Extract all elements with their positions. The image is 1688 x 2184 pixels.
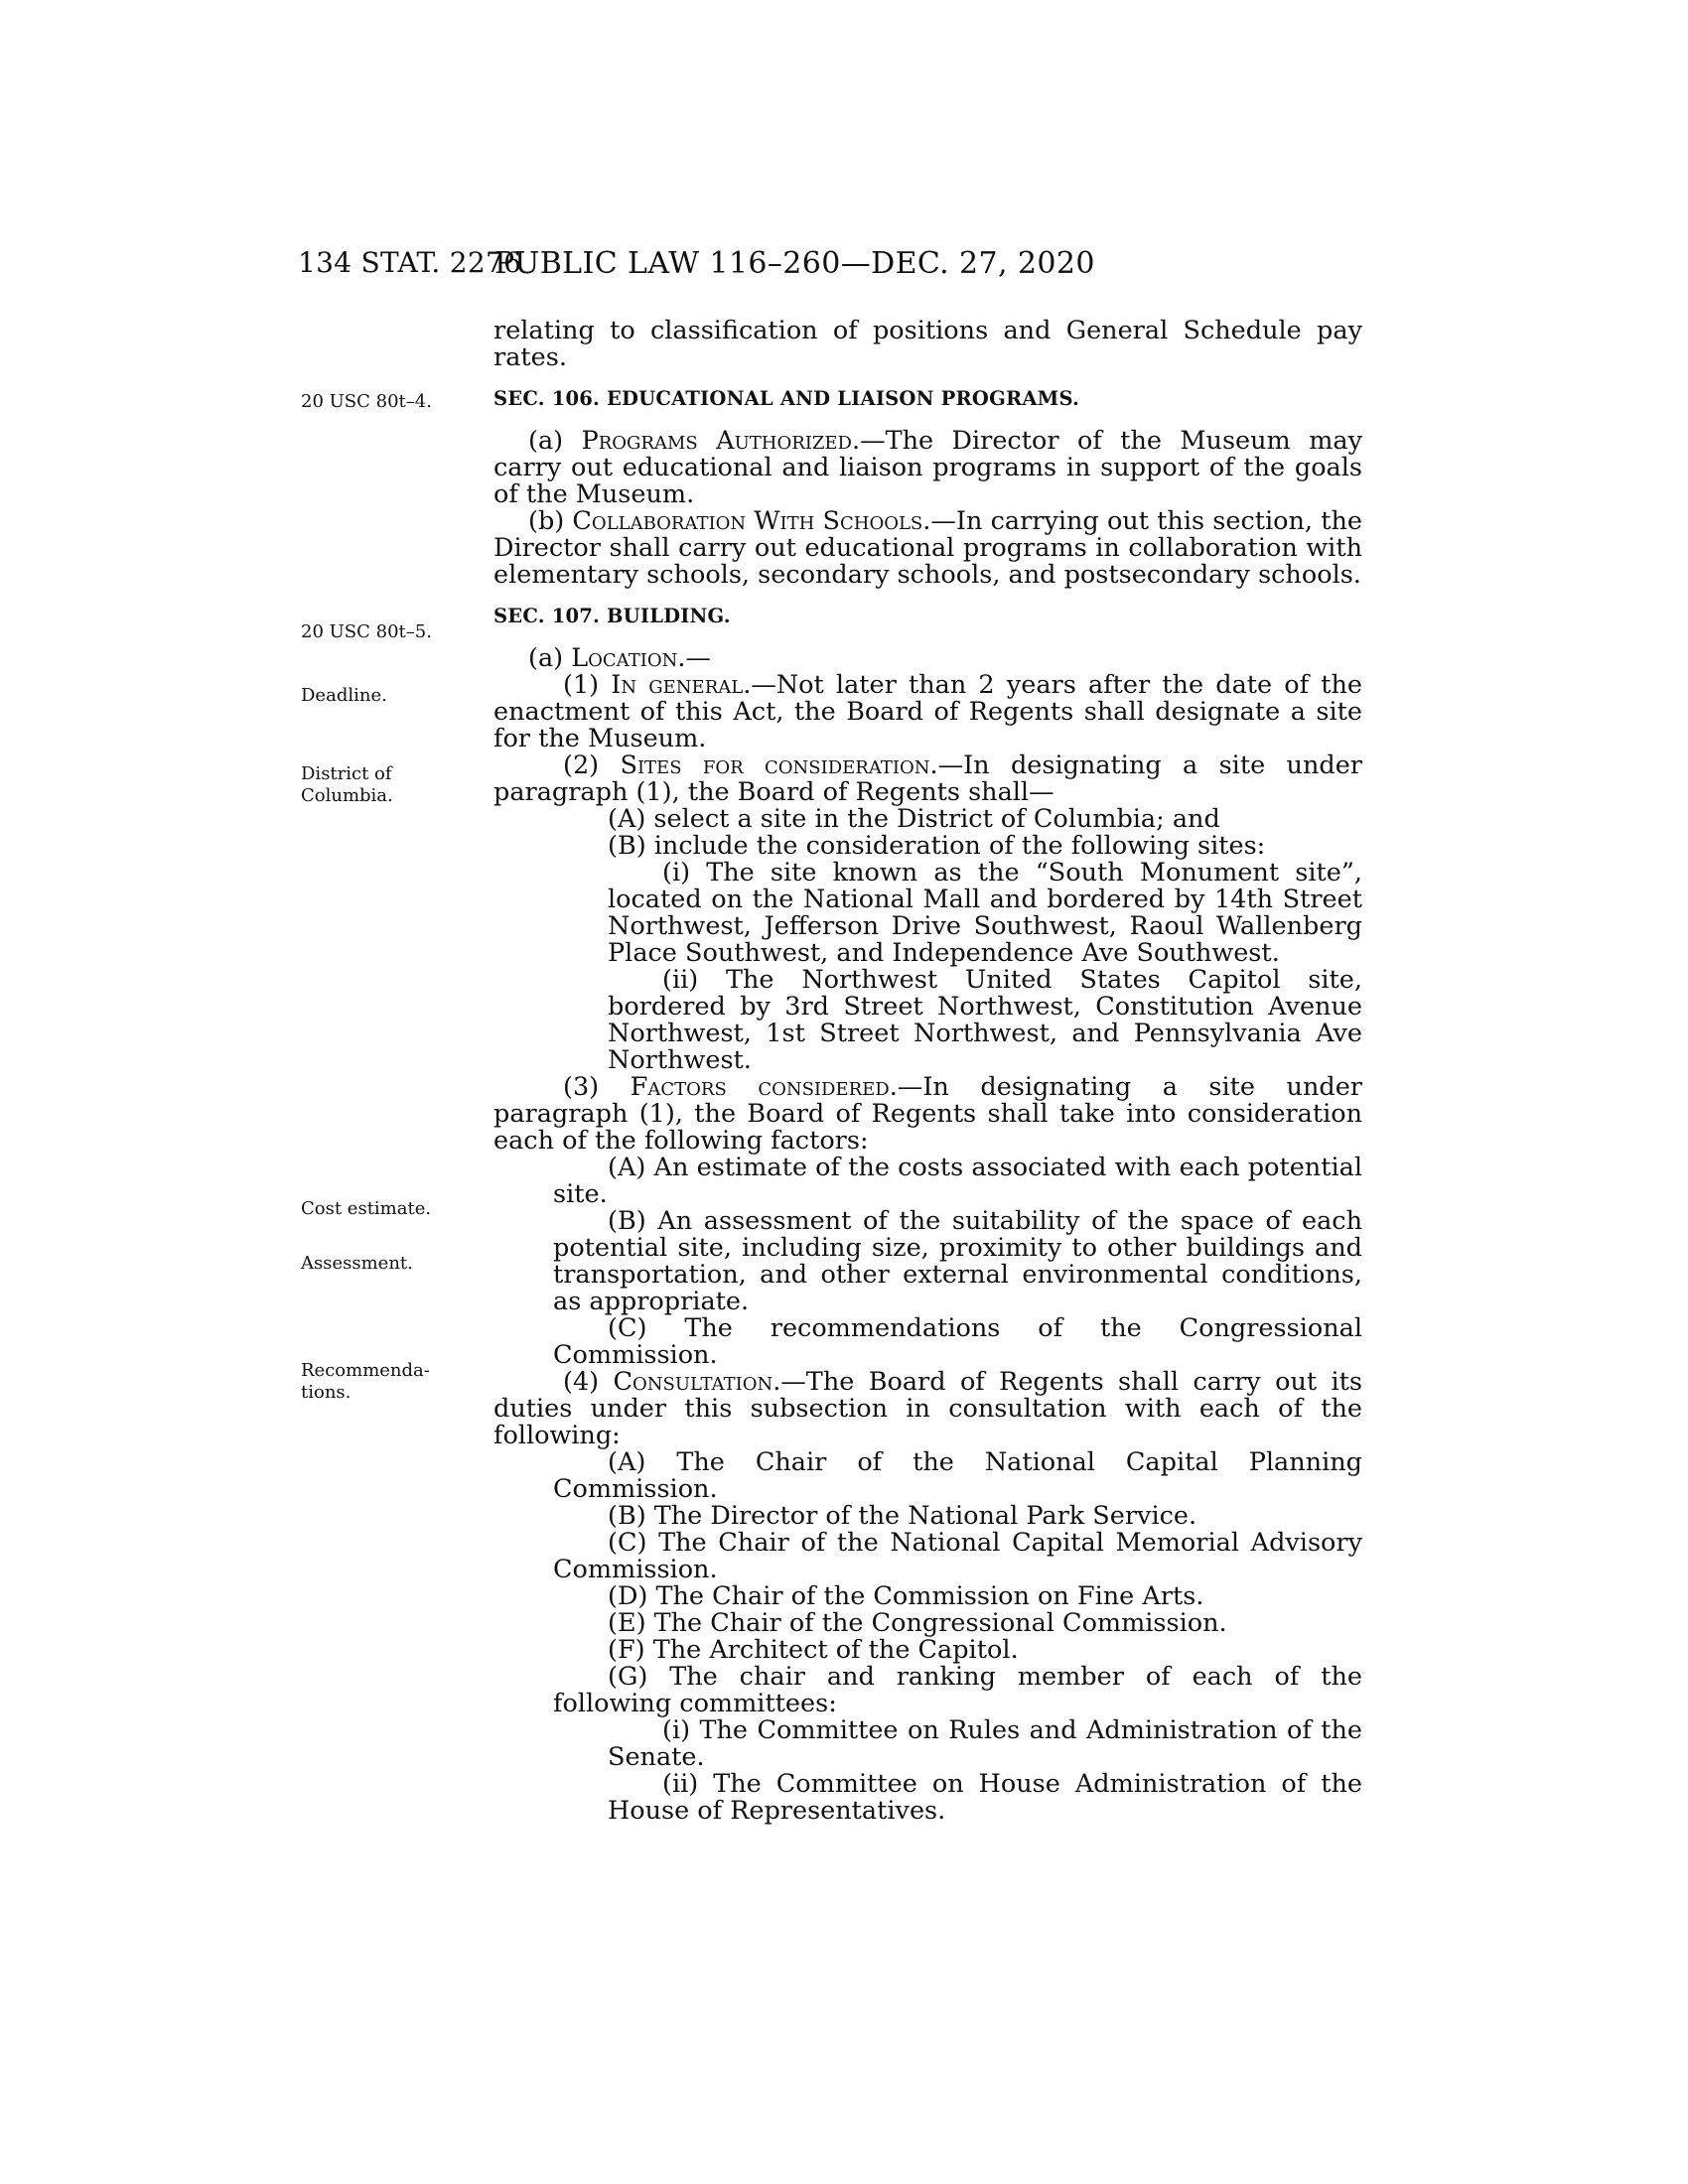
p3-subparagraph-b: (B) An assessment of the suitability of the space of each potential site, including size, proximity to other buildings and transportation, and other external environmental conditions, as appropriate. (553, 1206, 1362, 1316)
p1-text: .—Not later than 2 years after the date of the enactment of this Act, the Board of Regents shall designate a site for the Museum. (493, 670, 1363, 753)
margin-note-district (301, 763, 393, 807)
body-text (493, 318, 1362, 1825)
sec106-subsection-a (493, 428, 1362, 508)
law-title: PUBLIC LAW 116–260—DEC. 27, 2020 (494, 246, 1095, 281)
p3-subparagraph-c: (C) The recommendations of the Congressional Commission. (553, 1313, 1362, 1370)
sec107-paragraph-4 (493, 1369, 1362, 1449)
margin-note-recommendations-line2: tions. (301, 1382, 352, 1403)
p4-subparagraph-d: (D) The Chair of the Commission on Fine Arts. (608, 1581, 1204, 1611)
p2-b-clause-ii: (ii) The Northwest United States Capitol site, bordered by 3rd Street Northwest, Constitution Avenue Northwest, 1st Street Northwest, and Pennsylvania Ave Northwest. (608, 965, 1362, 1075)
p3-caption: Factors considered (630, 1072, 890, 1102)
p2-b-clause-i: (i) The site known as the “South Monument site”, located on the National Mall and bordered by 14th Street Northwest, Jefferson Drive Southwest, Raoul Wallenberg Place Southwest, and Independence Ave Southwest. (608, 858, 1362, 968)
p4-subparagraph-b: (B) The Director of the National Park Service. (608, 1501, 1197, 1531)
sec106-a-text: .—The Director of the Museum may carry out educational and liaison programs in support of the goals of the Museum. (493, 426, 1362, 509)
sec107-subsection-a (493, 645, 1362, 672)
margin-note-usc-107: 20 USC 80t–5. (301, 621, 432, 642)
sec107-a-caption: Location (571, 643, 678, 673)
section-107-heading: SEC. 107. BUILDING. (493, 605, 731, 627)
margin-note-assessment: Assessment. (301, 1253, 413, 1274)
p2-caption: Sites for consideration (620, 751, 930, 780)
sec106-b-label: (b) (528, 506, 573, 536)
p4-subparagraph-g: (G) The chair and ranking member of each of the following committees: (553, 1662, 1362, 1718)
sec107-paragraph-2 (493, 752, 1362, 806)
p3-label: (3) (563, 1072, 631, 1102)
p2-label: (2) (563, 751, 621, 780)
p4-subparagraph-c: (C) The Chair of the National Capital Memorial Advisory Commission. (553, 1528, 1362, 1584)
sec106-b-caption: Collaboration With Schools (572, 506, 923, 536)
statute-citation: 134 STAT. 2276 (298, 246, 522, 279)
margin-note-recommendations (301, 1360, 430, 1404)
margin-note-usc-106: 20 USC 80t–4. (301, 391, 432, 412)
margin-note-deadline: Deadline. (301, 685, 387, 706)
continuation-text: relating to classification of positions and General Schedule pay rates. (493, 316, 1362, 372)
page-header (298, 246, 1370, 286)
margin-note-recommendations-line1: Recommenda- (301, 1360, 430, 1381)
p4-caption: Consultation (613, 1367, 774, 1397)
margin-note-district-line2: Columbia. (301, 785, 393, 806)
p4-g-clause-i: (i) The Committee on Rules and Administration of the Senate. (608, 1715, 1362, 1772)
p3-subparagraph-a: (A) An estimate of the costs associated with each potential site. (553, 1153, 1362, 1209)
sec106-a-caption: Programs Authorized (581, 426, 852, 456)
sec106-subsection-b (493, 508, 1362, 589)
sec106-b-text: .—In carrying out this section, the Director shall carry out educational programs in collaboration with elementary schools, secondary schools, and postsecondary schools. (493, 506, 1363, 590)
margin-note-district-line1: District of (301, 763, 392, 784)
p4-subparagraph-f: (F) The Architect of the Capitol. (608, 1635, 1019, 1665)
p4-subparagraph-e: (E) The Chair of the Congressional Commission. (608, 1608, 1227, 1638)
p3-text: .—In designating a site under paragraph (1), the Board of Regents shall take into consideration each of the following factors: (493, 1072, 1363, 1156)
sec106-a-label: (a) (528, 426, 582, 456)
sec107-a-dash: .— (677, 643, 711, 673)
sec107-paragraph-1 (493, 672, 1362, 752)
p4-subparagraph-a: (A) The Chair of the National Capital Planning Commission. (553, 1447, 1362, 1504)
p2-text: .—In designating a site under paragraph (1), the Board of Regents shall— (493, 751, 1362, 807)
p2-subparagraph-b: (B) include the consideration of the following sites: (608, 831, 1266, 861)
section-106-heading: SEC. 106. EDUCATIONAL AND LIAISON PROGRAMS. (493, 387, 1080, 410)
p4-g-clause-ii: (ii) The Committee on House Administration of the House of Representatives. (608, 1769, 1362, 1826)
p1-caption: In general (611, 670, 744, 700)
margin-note-cost-estimate: Cost estimate. (301, 1198, 432, 1219)
p2-subparagraph-a: (A) select a site in the District of Columbia; and (608, 804, 1220, 834)
p4-label: (4) (563, 1367, 614, 1397)
p1-label: (1) (563, 670, 612, 700)
sec107-paragraph-3 (493, 1074, 1362, 1155)
sec107-a-label: (a) (528, 643, 572, 673)
p4-text: .—The Board of Regents shall carry out its duties under this subsection in consultation with each of the following: (493, 1367, 1362, 1450)
